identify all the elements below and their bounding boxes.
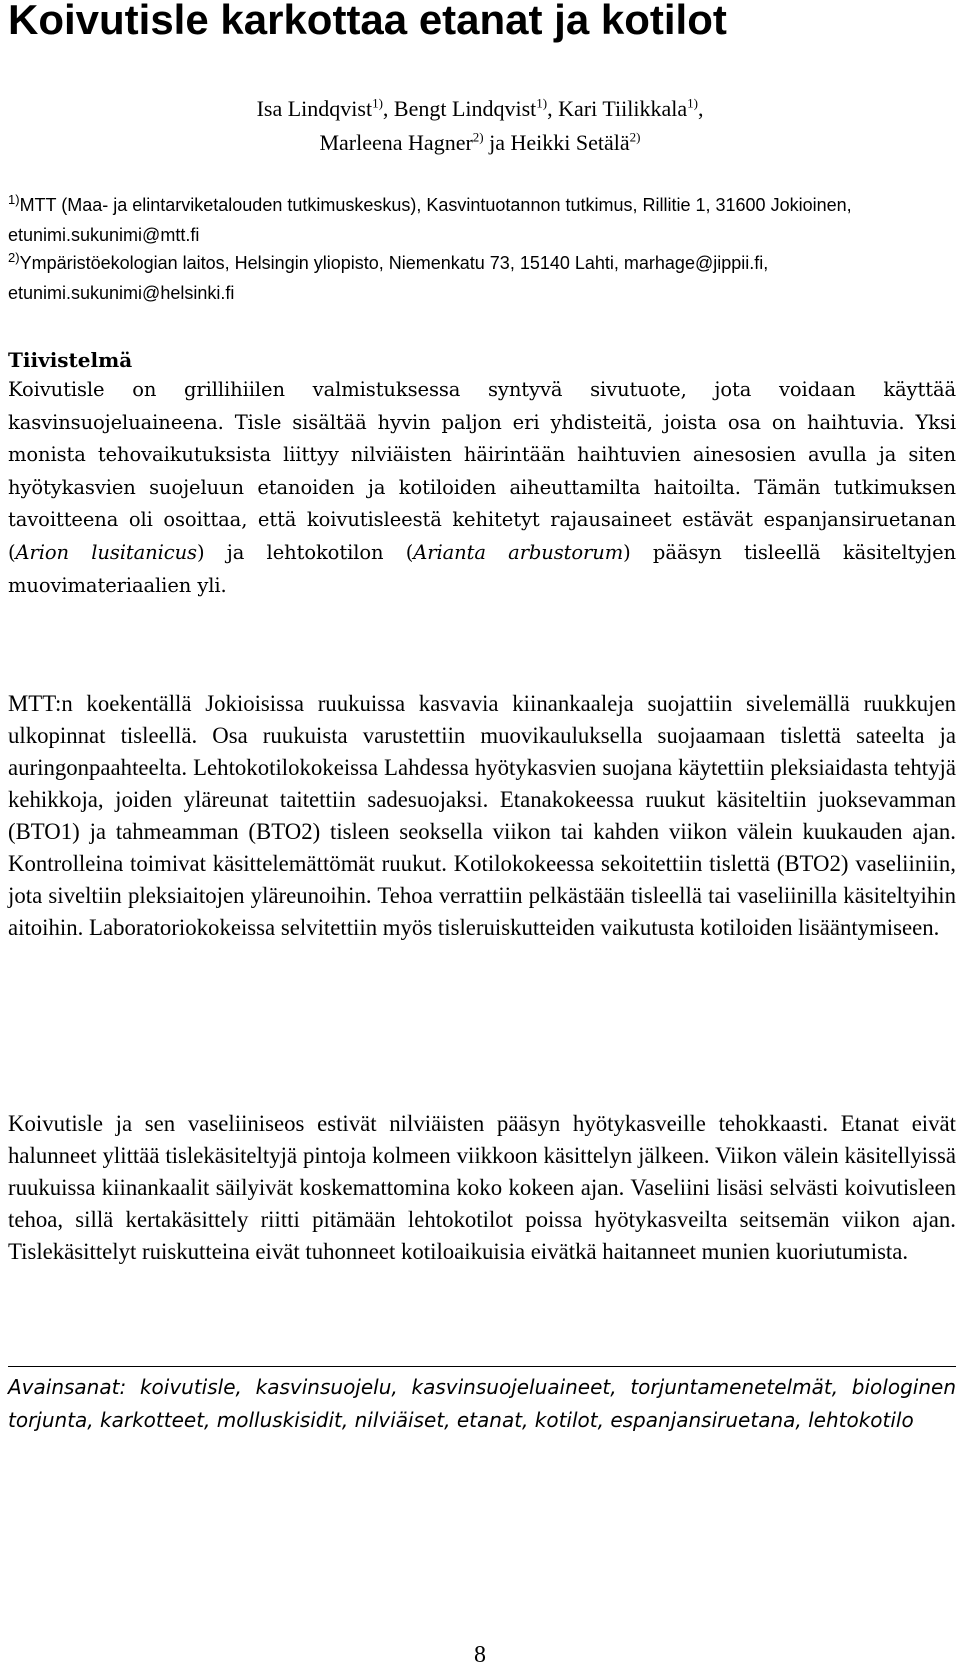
species-name: Arion lusitanicus — [15, 540, 197, 564]
abstract-heading: Tiivistelmä — [8, 348, 133, 372]
abstract-paragraph-2: MTT:n koekentällä Jokioisissa ruukuissa kasvavia kiinankaaleja suojattiin sivelemällä ruukkujen ulkopinnat tisleellä. Osa ruukuista varustettiin muovikauluksella suojaamaan tislettä sateelta ja auringonpaahteelta. Lehtokotilokokeissa Lahdessa hyötykasvien suojana käytettiin pleksiaidasta tehtyjä kehikkoja, joiden yläreunat taitettiin sadesuojaksi. Etanakokeessa ruukut käsiteltiin juoksevamman (BTO1) ja tahmeamman (BTO2) tisleen seoksella viikon tai kahden viikon välein kuukauden ajan. Kontrolleina toimivat käsittelemättömät ruukut. Kotilokokeessa sekoitettiin tislettä (BTO2) vaseliiniin, jota siveltiin pleksiaitojen yläreunoihin. Tehoa verrattiin pelkästään tisleellä tai vaseliinilla käsiteltyihin aitoihin. Laboratoriokokeissa selvitettiin myös tisleruiskutteiden vaikutusta kotiloiden lisääntymiseen. — [8, 691, 956, 940]
author-separator: , — [697, 96, 704, 121]
paragraph-text: ) ja lehtokotilon ( — [196, 540, 414, 564]
affiliation-marker: 2) — [8, 250, 20, 265]
author-name: Isa Lindqvist — [256, 96, 373, 121]
species-name: Arianta arbustorum — [413, 540, 624, 564]
affiliation-text: Ympäristöekologian laitos, Helsingin yliopisto, Niemenkatu 73, 15140 Lahti, marhage@jippii.fi, etunimi.sukunimi@helsinki.fi — [8, 253, 769, 303]
abstract-paragraph-3: Koivutisle ja sen vaseliiniseos estivät nilviäisten pääsyn hyötykasveille tehokkaasti. Etanat eivät halunneet ylittää tislekäsiteltyjä pintoja kolmeen viikkoon käsittelyn jälkeen. Viikon välein käsitellyissä ruukuissa kiinankaalit säilyivät koskemattomina koko kokeen ajan. Vaseliini lisäsi selvästi koivutisleen tehoa, sillä kertakäsittely riitti pitämään lehtokotilot poissa hyötykasveilta seitsemän viikon ajan. Tislekäsittelyt ruiskutteina eivät tuhonneet kotiloaikuisia eivätkä haitanneet munien kuoriutumista. — [8, 1111, 956, 1264]
affiliation-2 — [8, 248, 928, 308]
author-separator: , — [382, 96, 394, 121]
author-separator: , — [547, 96, 559, 121]
author-separator: ja — [483, 130, 511, 155]
affiliation-marker: 1) — [536, 95, 548, 111]
affiliation-marker: 2) — [472, 129, 484, 145]
keywords: Avainsanat: koivutisle, kasvinsuojelu, kasvinsuojeluaineet, torjuntamenetelmät, biologinen torjunta, karkotteet, molluskisidit, nilviäiset, etanat, kotilot, espanjansiruetana, lehtokotilo — [8, 1375, 956, 1432]
affiliation-text: MTT (Maa- ja elintarviketalouden tutkimuskeskus), Kasvintuotannon tutkimus, Rillitie 1, 31600 Jokioinen, etunimi.sukunimi@mtt.fi — [8, 195, 852, 245]
author-line-1 — [0, 92, 960, 126]
author-name: Marleena Hagner — [319, 130, 473, 155]
affiliation-marker: 1) — [687, 95, 698, 111]
author-list — [0, 92, 960, 160]
affiliation-marker: 1) — [372, 95, 383, 111]
affiliation-marker: 1) — [8, 192, 20, 207]
abstract-paragraph-1 — [8, 374, 956, 602]
paper-title: Koivutisle karkottaa etanat ja kotilot — [8, 0, 727, 43]
author-name: Kari Tiilikkala — [558, 96, 688, 121]
paragraph-text: Koivutisle on grillihiilen valmistuksessa syntyvä sivutuote, jota voidaan käyttää kasvinsuojeluaineena. Tisle sisältää hyvin paljon eri yhdisteitä, joista osa on haihtuvia. Yksi monista tehovaikutuksista liittyy nilviäisten häirintään haihtuvien ainesosien avulla ja siten hyötykasvien suojeluun etanoiden ja kotiloiden aiheuttamilta haitoilta. Tämän tutkimuksen tavoitteena oli osoittaa, että koivutisleestä kehitetyt rajausaineet estävät espanjansiruetanan ( — [8, 378, 956, 564]
affiliation-1 — [8, 190, 928, 250]
page-number: 8 — [474, 1642, 486, 1668]
author-line-2 — [0, 126, 960, 160]
paragraph-text: ) pääsyn tisleellä käsiteltyjen muovimateriaalien yli. — [8, 540, 956, 597]
section-divider — [8, 1366, 956, 1367]
affiliation-marker: 2) — [629, 129, 641, 145]
author-name: Heikki Setälä — [510, 130, 630, 155]
author-name: Bengt Lindqvist — [393, 96, 537, 121]
